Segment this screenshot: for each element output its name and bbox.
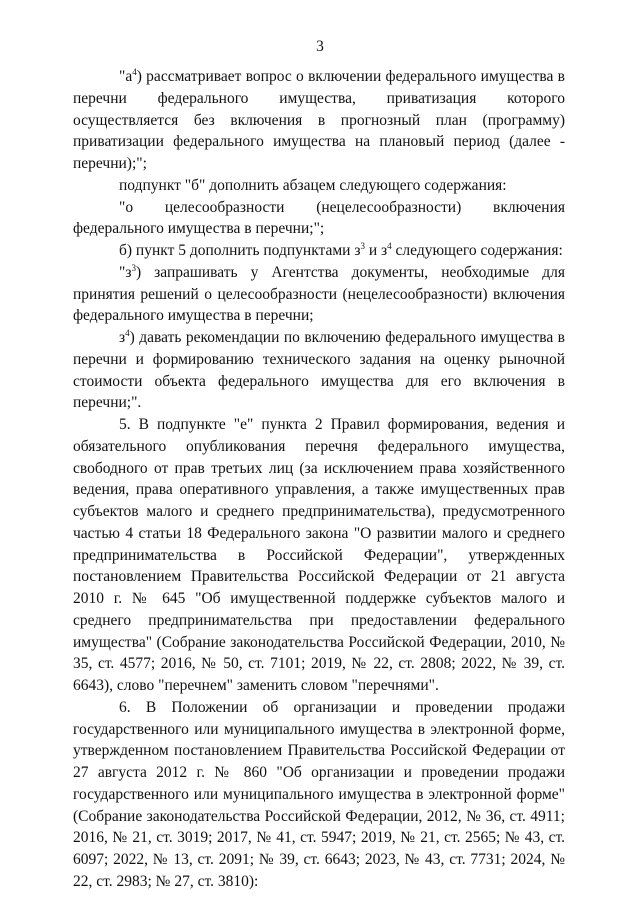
page-number: 3 [316, 38, 324, 55]
text-fragment: "а [119, 68, 133, 85]
superscript: 4 [125, 327, 130, 338]
text-fragment: ) давать рекомендации по включению федерального имущества в перечни и формированию технического задания на оценку рыночной стоимости объекта федерального имущества для его включения в перечни;". [73, 329, 565, 412]
text-fragment: б) пункт 5 дополнить подпунктами з [119, 242, 361, 259]
text-fragment: ) запрашивать у Агентства документы, необходимые для принятия решений о целесообразности (нецелесообразности) включения федерального имущества в перечни; [73, 263, 565, 325]
paragraph-item-5: 5. В подпункте "е" пункта 2 Правил формирования, ведения и обязательного опубликования перечня федерального имущества, свободного от прав третьих лиц (за исключением права хозяйственного ведения, права оперативного управления, а также имущественных прав субъектов малого и среднего предпринимательства), предусмотренного частью 4 статьи 18 Федерального закона "О развитии малого и среднего предпринимательства в Российской Федерации", утвержденных постановлением Правительства Российской Федерации от 21 августа 2010 г. № 645 "Об имущественной поддержке субъектов малого и среднего предпринимательства при предоставлении федерального имущества" (Собрание законодательства Российской Федерации, 2010, № 35, ст. 4577; 2016, № 50, ст. 7101; 2019, № 22, ст. 2808; 2022, № 39, ст. 6643), слово "перечнем" заменить словом "перечнями". [73, 416, 565, 694]
paragraph-a4 [73, 66, 565, 175]
text-fragment: з [119, 329, 126, 346]
paragraph-z4 [73, 327, 565, 414]
paragraph-subpoint-b: подпункт "б" дополнить абзацем следующего содержания: [119, 176, 507, 194]
text-fragment: следующего содержания: [391, 242, 563, 259]
paragraph-point-5 [73, 240, 565, 262]
superscript: 3 [131, 262, 136, 273]
superscript: 4 [387, 240, 392, 251]
paragraph-item-6: 6. В Положении об организации и проведении продажи государственного или муниципального имущества в электронной форме, утвержденном постановлением Правительства Российской Федерации от 27 августа 2012 г. № 860 "Об организации и проведении продажи государственного или муниципального имущества в электронной форме" (Собрание законодательства Российской Федерации, 2012, № 36, ст. 4911; 2016, № 21, ст. 3019; 2017, № 41, ст. 5947; 2019, № 21, ст. 2565; № 43, ст. 6097; 2022, № 13, ст. 2091; № 39, ст. 6643; 2023, № 43, ст. 7731; 2024, № 22, ст. 2983; № 27, ст. 3810): [73, 698, 565, 890]
paragraph-expediency: "о целесообразности (нецелесообразности) включения федерального имущества в перечни;"; [73, 198, 565, 238]
superscript: 4 [132, 66, 137, 77]
document-body [73, 66, 565, 893]
text-fragment: ) рассматривает вопрос о включении федерального имущества в перечни федерального имущества, приватизация которого осуществляется без включения в прогнозный план (программу) приватизации федерального имущества на плановый период (далее - перечни);"; [73, 68, 565, 172]
paragraph-z3 [73, 262, 565, 327]
text-fragment: и з [364, 242, 388, 259]
text-fragment: "з [119, 263, 132, 281]
superscript: 3 [360, 240, 365, 251]
